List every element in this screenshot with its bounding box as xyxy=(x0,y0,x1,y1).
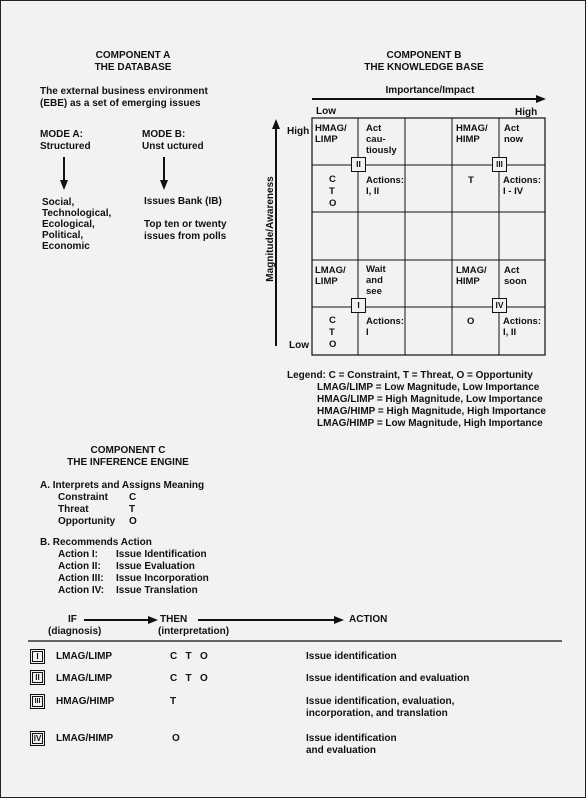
meaning-name: Constraint xyxy=(58,492,108,503)
meaning-name: Opportunity xyxy=(58,516,116,527)
row-diagnosis: LMAG/LIMP xyxy=(56,651,113,662)
mode-a-item: Social, xyxy=(42,197,75,208)
q4-label: LMAG/ xyxy=(456,265,487,276)
row-action: Issue identification and evaluation xyxy=(306,673,470,684)
mode-b-title: MODE B: xyxy=(142,129,186,140)
table-header-action: ACTION xyxy=(349,614,388,625)
row-action: Issue identification xyxy=(306,733,397,744)
q1-action: see xyxy=(366,286,382,297)
q2-cto: O xyxy=(329,198,337,209)
q4-action: soon xyxy=(504,276,527,287)
table-header-if: IF xyxy=(68,614,77,625)
q3-t: T xyxy=(468,175,474,186)
q1-actions: I xyxy=(366,327,369,338)
ebe-line-2: (EBE) as a set of emerging issues xyxy=(40,98,201,109)
row-interpretation: T xyxy=(170,696,177,707)
quadrant-badge-ii: II xyxy=(351,157,366,172)
q2-cto: T xyxy=(329,186,335,197)
quadrant-badge-i: I xyxy=(351,298,366,313)
row-diagnosis: LMAG/LIMP xyxy=(56,673,113,684)
action-name: Action IV: xyxy=(58,585,105,596)
legend-line: HMAG/LIMP = High Magnitude, Low Importance xyxy=(317,394,543,405)
component-c-subtitle: THE INFERENCE ENGINE xyxy=(67,457,189,468)
component-b-title: COMPONENT B xyxy=(386,50,462,61)
row-badge: IV xyxy=(30,731,45,746)
row-diagnosis: LMAG/HIMP xyxy=(56,733,114,744)
row-interpretation: C T O xyxy=(170,651,208,662)
row-badge: III xyxy=(30,694,45,709)
q3-actions: Actions: xyxy=(503,175,541,186)
action-name: Action II: xyxy=(58,561,101,572)
section-a-heading: A. Interprets and Assigns Meaning xyxy=(40,480,205,491)
mode-a-item: Ecological, xyxy=(42,219,95,230)
mode-b-subtitle: Unst uctured xyxy=(142,141,204,152)
polls-line-2: issues from polls xyxy=(144,231,227,242)
quadrant-badge-iii: III xyxy=(492,157,507,172)
component-b-subtitle: THE KNOWLEDGE BASE xyxy=(364,62,484,73)
legend-line: HMAG/HIMP = High Magnitude, High Importance xyxy=(317,406,546,417)
mode-a-title: MODE A: xyxy=(40,129,83,140)
polls-line-1: Top ten or twenty xyxy=(144,219,227,230)
q1-action: and xyxy=(366,275,383,286)
action-name: Action I: xyxy=(58,549,98,560)
q2-action: tiously xyxy=(366,145,397,156)
q3-action: Act xyxy=(504,123,520,134)
q3-label: HMAG/ xyxy=(456,123,488,134)
q1-cto: C xyxy=(329,315,336,326)
q1-label: LIMP xyxy=(315,276,338,287)
table-header-if-sub: (diagnosis) xyxy=(48,626,102,637)
q4-label: HIMP xyxy=(456,276,480,287)
meaning-code: O xyxy=(129,516,137,527)
legend-line: LMAG/LIMP = Low Magnitude, Low Importance xyxy=(317,382,540,393)
q3-label: HIMP xyxy=(456,134,480,145)
q3-action: now xyxy=(504,134,523,145)
mode-a-subtitle: Structured xyxy=(40,141,91,152)
row-interpretation: C T O xyxy=(170,673,208,684)
x-axis-high: High xyxy=(515,107,538,118)
y-axis-high: High xyxy=(287,126,310,137)
meaning-code: T xyxy=(129,504,136,515)
legend-line: Legend: C = Constraint, T = Threat, O = Opportunity xyxy=(287,370,533,381)
q4-action: Act xyxy=(504,265,520,276)
row-interpretation: O xyxy=(172,733,180,744)
action-desc: Issue Identification xyxy=(116,549,207,560)
issues-bank: Issues Bank (IB) xyxy=(144,196,222,207)
meaning-name: Threat xyxy=(58,504,89,515)
q1-cto: O xyxy=(329,339,337,350)
q2-actions: I, II xyxy=(366,186,380,197)
component-a-title: COMPONENT A xyxy=(95,50,171,61)
x-axis-label: Importance/Impact xyxy=(385,85,475,96)
table-header-then-sub: (interpretation) xyxy=(158,626,230,637)
action-desc: Issue Translation xyxy=(116,585,198,596)
q4-o: O xyxy=(467,316,475,327)
section-b-heading: B. Recommends Action xyxy=(40,537,152,548)
meaning-code: C xyxy=(129,492,137,503)
q2-actions: Actions: xyxy=(366,175,404,186)
q1-cto: T xyxy=(329,327,335,338)
quadrant-badge-iv: IV xyxy=(492,298,507,313)
component-a-subtitle: THE DATABASE xyxy=(94,62,172,73)
action-desc: Issue Incorporation xyxy=(116,573,209,584)
q1-action: Wait xyxy=(366,264,386,275)
ebe-line-1: The external business environment xyxy=(40,86,208,97)
table-header-then: THEN xyxy=(160,614,188,625)
mode-a-item: Technological, xyxy=(42,208,112,219)
q2-label: LIMP xyxy=(315,134,338,145)
x-axis-low: Low xyxy=(316,106,336,117)
q2-label: HMAG/ xyxy=(315,123,347,134)
q1-label: LMAG/ xyxy=(315,265,346,276)
row-badge: II xyxy=(30,670,45,685)
y-axis-low: Low xyxy=(289,340,309,351)
component-c-title: COMPONENT C xyxy=(90,445,166,456)
legend-line: LMAG/HIMP = Low Magnitude, High Importance xyxy=(317,418,543,429)
row-badge: I xyxy=(30,649,45,664)
action-desc: Issue Evaluation xyxy=(116,561,195,572)
mode-a-item: Political, xyxy=(42,230,84,241)
mode-a-item: Economic xyxy=(42,241,90,252)
q2-action: cau- xyxy=(366,134,386,145)
row-action: incorporation, and translation xyxy=(306,708,448,719)
row-diagnosis: HMAG/HIMP xyxy=(56,696,115,707)
row-action: and evaluation xyxy=(306,745,377,756)
action-name: Action III: xyxy=(58,573,104,584)
y-axis-label: Magnitude/Awareness xyxy=(265,176,276,282)
q2-cto: C xyxy=(329,174,336,185)
q4-actions: I, II xyxy=(503,327,517,338)
q2-action: Act xyxy=(366,123,382,134)
row-action: Issue identification, evaluation, xyxy=(306,696,455,707)
q4-actions: Actions: xyxy=(503,316,541,327)
q1-actions: Actions: xyxy=(366,316,404,327)
q3-actions: I - IV xyxy=(503,186,524,197)
row-action: Issue identification xyxy=(306,651,397,662)
